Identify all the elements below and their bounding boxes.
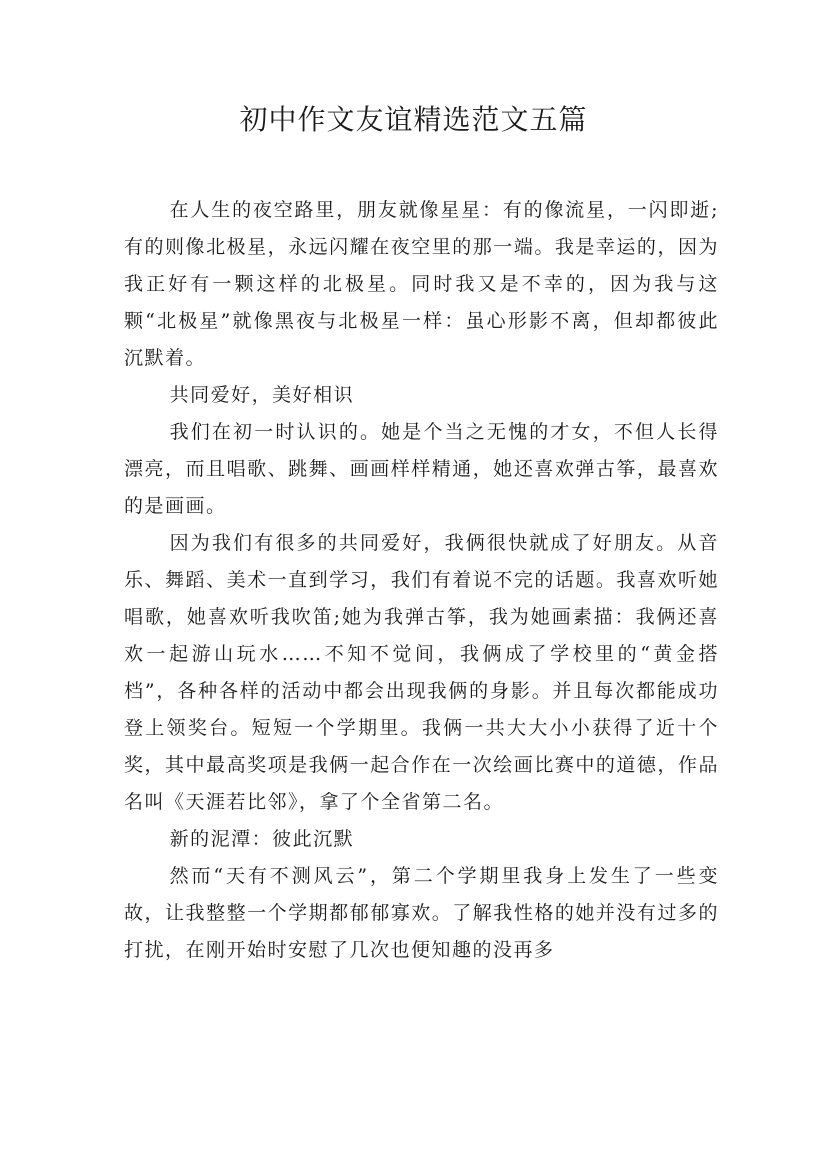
document-title: 初中作文友谊精选范文五篇: [239, 103, 588, 136]
section-heading-silence: 新的泥潭：彼此沉默: [169, 828, 355, 850]
paragraph-friendship: 因为我们有很多的共同爱好，我俩很快就成了好朋友。从音乐、舞蹈、美术一直到学习，我们有着说不完的话题。我喜欢听她唱歌，她喜欢听我吹笛;她为我弹古筝，我为她画素描：我俩还喜欢一起游山玩水……不知不觉间，我俩成了学校里的“黄金搭档”，各种各样的活动中都会出现我俩的身影。并且每次都能成功登上领奖台。短短一个学期里。我俩一共大大小小获得了近十个奖，其中最高奖项是我俩一起合作在一次绘画比赛中的道德，作品名叫《天涯若比邻》，拿了个全省第二名。: [124, 532, 719, 813]
section-heading-shared-hobbies: 共同爱好，美好相识: [169, 384, 355, 406]
document-body: [124, 192, 719, 969]
paragraph-meeting: 我们在初一时认识的。她是个当之无愧的才女，不但人长得漂亮，而且唱歌、跳舞、画画样样精通，她还喜欢弹古筝，最喜欢的是画画。: [124, 421, 719, 517]
paragraph-intro: 在人生的夜空路里，朋友就像星星：有的像流星，一闪即逝;有的则像北极星，永远闪耀在夜空里的那一端。我是幸运的，因为我正好有一颗这样的北极星。同时我又是不幸的，因为我与这颗“北极星”就像黑夜与北极星一样：虽心形影不离，但却都彼此沉默着。: [124, 199, 719, 369]
paragraph-change: 然而“天有不测风云”，第二个学期里我身上发生了一些变故，让我整整一个学期都郁郁寡欢。了解我性格的她并没有过多的打扰，在刚开始时安慰了几次也便知趣的没再多: [124, 865, 719, 961]
